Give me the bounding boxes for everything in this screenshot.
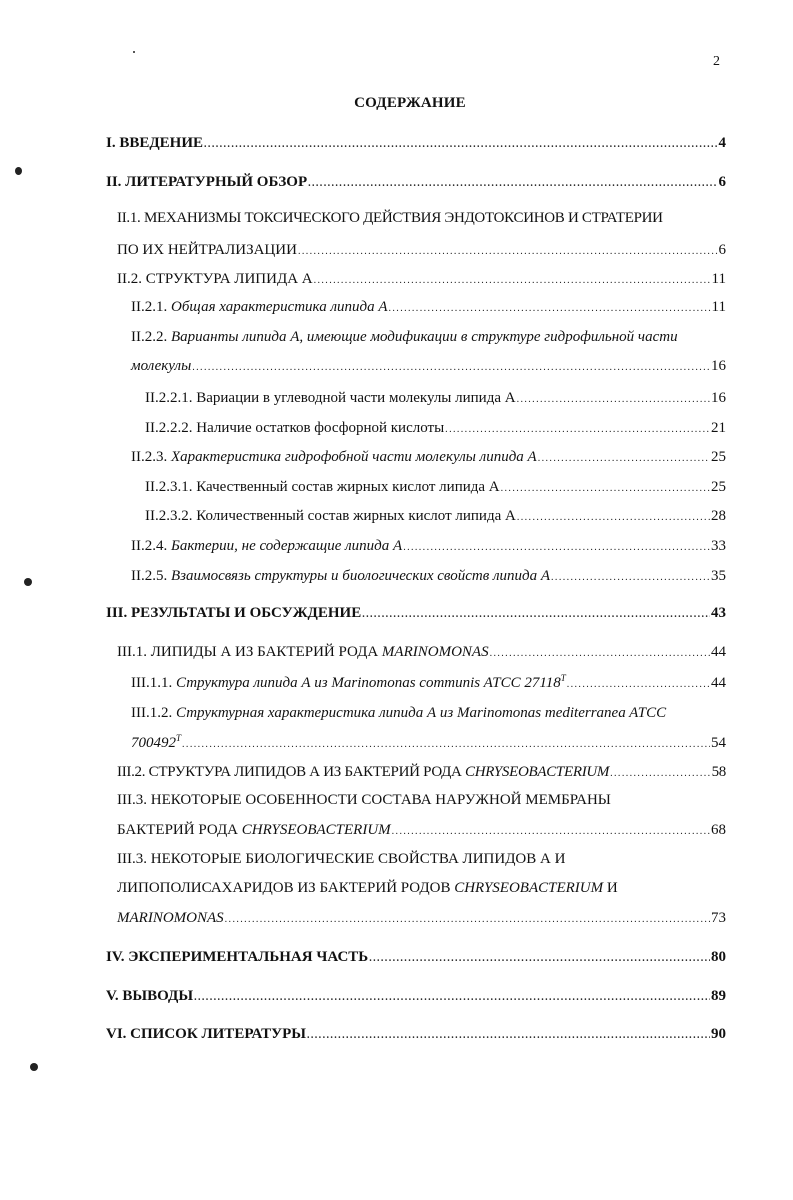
dot-leader — [194, 988, 710, 1008]
toc-entry-number: III.1.1. — [131, 675, 176, 691]
toc-entry-introduction[interactable] — [106, 133, 726, 155]
toc-entry-conclusions[interactable] — [106, 986, 726, 1008]
toc-entry-page: 16 — [711, 390, 726, 406]
scan-speck — [15, 167, 22, 175]
toc-entry-page: 58 — [711, 764, 726, 780]
toc-entry-references[interactable] — [106, 1024, 726, 1046]
toc-entry-page: 44 — [711, 675, 726, 691]
toc-entry-ii1-line1[interactable]: II.1. МЕХАНИЗМЫ ТОКСИЧЕСКОГО ДЕЙСТВИЯ ЭНДОТОКСИНОВ И СТРАТЕРИИ — [117, 210, 663, 226]
toc-entry-label: ПО ИХ НЕЙТРАЛИЗАЦИИ — [117, 242, 297, 258]
toc-entry-results[interactable] — [106, 603, 726, 625]
toc-entry-label: Бактерии, не содержащие липида А — [171, 538, 403, 554]
toc-entry-page: 25 — [711, 449, 726, 465]
toc-entry-ii1[interactable] — [117, 240, 726, 262]
toc-entry-label-italic: CHRYSEOBACTERIUM — [454, 880, 604, 896]
toc-entry-number: III.2. СТРУКТУРА ЛИПИДОВ А ИЗ БАКТЕРИЙ РОДА — [117, 764, 466, 780]
toc-entry-label: MARINOMONAS — [381, 644, 489, 660]
dot-leader — [225, 910, 710, 930]
toc-entry-label: IV. ЭКСПЕРИМЕНТАЛЬНАЯ ЧАСТЬ — [106, 949, 369, 965]
toc-entry-page: 35 — [711, 568, 726, 584]
toc-entry-ii221[interactable] — [145, 388, 726, 410]
toc-entry-label: VI. СПИСОК ЛИТЕРАТУРЫ — [106, 1026, 306, 1042]
toc-entry-page: 11 — [711, 271, 726, 287]
toc-entry-iii3a[interactable] — [117, 820, 726, 842]
dot-leader — [551, 568, 710, 588]
toc-entry-label: III. РЕЗУЛЬТАТЫ И ОБСУЖДЕНИЕ — [106, 605, 362, 621]
toc-entry-label: Структура липида А из Marinomonas communis ATCC 27118 — [176, 675, 561, 691]
dot-leader — [567, 675, 710, 695]
toc-entry-literature-review[interactable] — [106, 172, 726, 194]
toc-entry-ii2[interactable] — [117, 269, 726, 291]
toc-entry-ii232[interactable] — [145, 506, 726, 528]
dot-leader — [392, 822, 710, 842]
toc-entry-page: 4 — [718, 135, 726, 151]
dot-leader — [204, 135, 717, 155]
toc-entry-iii3b[interactable] — [117, 908, 726, 930]
toc-entry-iii2[interactable] — [117, 762, 726, 784]
toc-entry-ii222[interactable] — [145, 418, 726, 440]
dot-leader — [307, 1026, 710, 1046]
dot-leader — [538, 449, 710, 469]
toc-entry-number: II.2.2. — [131, 329, 171, 345]
toc-entry-number: II.2.4. — [131, 538, 171, 554]
toc-title: СОДЕРЖАНИЕ — [354, 95, 466, 111]
dot-leader — [314, 271, 711, 291]
dot-leader — [517, 390, 710, 410]
toc-entry-page: 90 — [711, 1026, 726, 1042]
toc-entry-ii22-line1[interactable] — [131, 327, 678, 347]
dot-leader — [192, 358, 710, 378]
toc-entry-iii1[interactable] — [117, 642, 726, 664]
toc-entry-iii12-line1[interactable] — [131, 703, 666, 723]
dot-leader — [369, 949, 710, 969]
toc-entry-label: I. ВВЕДЕНИЕ — [106, 135, 204, 151]
toc-entry-label: ЛИПОПОЛИСАХАРИДОВ ИЗ БАКТЕРИЙ РОДОВ — [117, 880, 455, 896]
scan-speck — [30, 1063, 38, 1071]
dot-leader — [308, 174, 717, 194]
toc-entry-label: БАКТЕРИЙ РОДА — [117, 822, 242, 838]
toc-entry-number: III.1. ЛИПИДЫ А ИЗ БАКТЕРИЙ РОДА — [117, 644, 382, 660]
toc-entry-label: II.2.3.1. Качественный состав жирных кислот липида А — [145, 479, 500, 495]
superscript: T — [560, 673, 566, 683]
toc-entry-page: 6 — [718, 174, 726, 190]
dot-leader — [501, 479, 710, 499]
toc-entry-label: Взаимосвязь структуры и биологических свойств липида А — [171, 568, 551, 584]
superscript: T — [176, 733, 182, 743]
toc-entry-page: 16 — [711, 358, 726, 374]
toc-entry-label: CHRYSEOBACTERIUM — [465, 764, 610, 780]
dot-leader — [403, 538, 710, 558]
toc-entry-label: Общая характеристика липида А — [171, 299, 388, 315]
toc-entry-label: молекулы — [131, 358, 192, 374]
toc-entry-label: II. ЛИТЕРАТУРНЫЙ ОБЗОР — [106, 174, 308, 190]
toc-entry-page: 28 — [711, 508, 726, 524]
toc-entry-page: 43 — [711, 605, 726, 621]
toc-entry-number: II.2.5. — [131, 568, 171, 584]
toc-entry-number: II.2.1. — [131, 299, 171, 315]
toc-entry-label: MARINOMONAS — [117, 910, 224, 926]
toc-entry-number: III.1.2. — [131, 705, 176, 721]
toc-entry-page: 44 — [711, 644, 726, 660]
toc-entry-page: 80 — [711, 949, 726, 965]
toc-entry-page: 73 — [711, 910, 726, 926]
toc-entry-label: 700492 — [131, 735, 176, 751]
toc-entry-label-italic: CHRYSEOBACTERIUM — [241, 822, 391, 838]
toc-entry-label: Характеристика гидрофобной части молекулы липида А — [171, 449, 537, 465]
page-number: 2 — [713, 54, 720, 69]
dot-leader — [182, 735, 710, 755]
toc-entry-label-suffix: И — [603, 880, 618, 896]
toc-entry-label: II.2.3.2. Количественный состав жирных кислот липида А — [145, 508, 516, 524]
toc-entry-label: V. ВЫВОДЫ — [106, 988, 194, 1004]
scan-speck — [133, 51, 135, 53]
toc-entry-iii11[interactable] — [131, 673, 726, 695]
dot-leader — [445, 420, 710, 440]
toc-entry-page: 33 — [711, 538, 726, 554]
toc-entry-label: II.2.2.1. Вариации в углеводной части молекулы липида А — [145, 390, 516, 406]
toc-entry-ii22[interactable] — [131, 356, 726, 378]
dot-leader — [389, 299, 711, 319]
toc-entry-ii25[interactable] — [131, 566, 726, 588]
toc-entry-ii231[interactable] — [145, 477, 726, 499]
toc-entry-page: 89 — [711, 988, 726, 1004]
toc-entry-iii3b-line2[interactable] — [117, 878, 618, 898]
toc-entry-page: 68 — [711, 822, 726, 838]
toc-entry-ii24[interactable] — [131, 536, 726, 558]
toc-entry-ii21[interactable] — [131, 297, 726, 319]
toc-entry-iii3b-line1[interactable]: III.3. НЕКОТОРЫЕ БИОЛОГИЧЕСКИЕ СВОЙСТВА ЛИПИДОВ А И — [117, 851, 566, 867]
dot-leader — [298, 242, 718, 262]
toc-entry-label: Варианты липида А, имеющие модификации в структуре гидрофильной части — [171, 329, 678, 345]
toc-entry-experimental[interactable] — [106, 947, 726, 969]
toc-entry-iii12[interactable] — [131, 733, 726, 755]
dot-leader — [362, 605, 710, 625]
toc-entry-label: II.2. СТРУКТУРА ЛИПИДА А — [117, 271, 313, 287]
toc-entry-label: II.2.2.2. Наличие остатков фосфорной кислоты — [145, 420, 445, 436]
toc-entry-page: 25 — [711, 479, 726, 495]
toc-entry-page: 6 — [718, 242, 726, 258]
toc-entry-ii23[interactable] — [131, 447, 726, 469]
toc-entry-page: 54 — [711, 735, 726, 751]
dot-leader — [490, 644, 710, 664]
toc-entry-label: Структурная характеристика липида А из Marinomonas mediterranea ATCC — [176, 705, 667, 721]
toc-entry-page: 21 — [711, 420, 726, 436]
dot-leader — [610, 764, 710, 784]
dot-leader — [517, 508, 710, 528]
scan-speck — [24, 578, 32, 586]
toc-entry-iii3a-line1[interactable]: III.3. НЕКОТОРЫЕ ОСОБЕННОСТИ СОСТАВА НАРУЖНОЙ МЕМБРАНЫ — [117, 792, 611, 808]
toc-entry-page: 11 — [711, 299, 726, 315]
toc-entry-number: II.2.3. — [131, 449, 171, 465]
